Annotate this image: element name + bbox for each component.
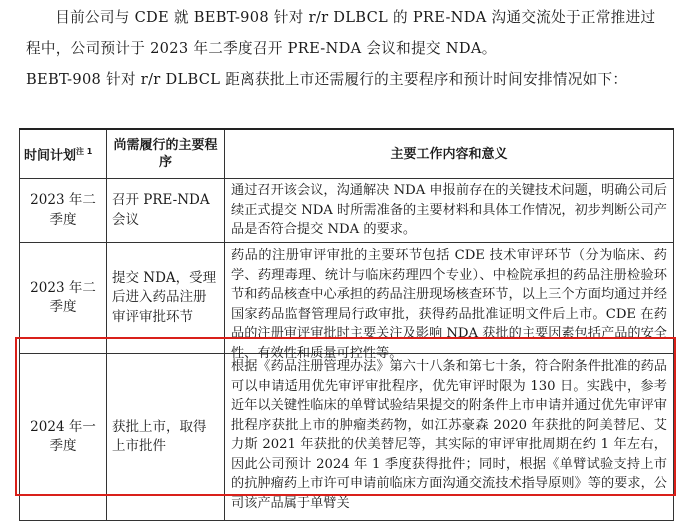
row-content: 药品的注册审评审批的主要环节包括 CDE 技术审评环节（分为临床、药学、药理毒理、统计与临床药理四个专业）、中检院承担的药品注册检验环节和药品核查中心承担的药品注册现场核查环节，以上三个方面均通过并经国家药品监督管理局行政审批，获得药品批准证明文件后上市。CDE 在药品的注册审评审批时主要关注及影响 NDA 获批的主要因素包括产品的安全性、有效性和质量可控性等。 (231, 248, 667, 361)
table-header-row (20, 129, 674, 179)
header-time-note: 注 1 (76, 147, 93, 157)
header-content: 主要工作内容和意义 (225, 129, 674, 179)
schedule-table (19, 128, 674, 521)
row-procedure: 获批上市，取得上市批件 (107, 354, 225, 521)
row-content-cell (225, 243, 674, 361)
header-procedure: 尚需履行的主要程序 (107, 129, 225, 179)
row-content: 根据《药品注册管理办法》第六十八条和第七十条，符合附条件批准的药品可以申请适用优先审评审批程序，优先审评时限为 130 日。实践中，参考近年以关键性临床的单臂试验结果提交的附条件上市申请并通过优先审评审批程序获批上市的肿瘤类药物，如江苏豪森 2020 年获批的阿美替尼、艾力斯 2021 年获批的伏美替尼等，其实际的审评审批周期在约 1 年左右，因此公司预计 2024 年 1 季度获得批件；同时，根据《单臂试验支持上市的抗肿瘤药上市许可申请前临床方面沟通交流技术指导原则》等的要求，公司该产品属于单臂关 (231, 359, 667, 511)
table-row (20, 179, 674, 243)
intro-paragraph (26, 2, 666, 95)
row-content: 通过召开该会议，沟通解决 NDA 申报前存在的关键技术问题，明确公司后续正式提交 NDA 时所需准备的主要材料和具体工作情况，初步判断公司产品是否符合提交 NDA 的要求。 (225, 179, 674, 243)
header-time (20, 129, 107, 179)
table-row (20, 243, 674, 354)
row-time: 2023 年二季度 (20, 243, 107, 354)
intro-line-2: BEBT-908 针对 r/r DLBCL 距离获批上市还需履行的主要程序和预计时间安排情况如下： (26, 71, 628, 88)
row-procedure: 提交 NDA，受理后进入药品注册审评审批环节 (107, 243, 225, 354)
header-time-label: 时间计划 (24, 148, 77, 164)
row-procedure: 召开 PRE-NDA 会议 (107, 179, 225, 243)
row-content-cell (225, 354, 674, 521)
row-time: 2023 年二季度 (20, 179, 107, 243)
intro-line-1: 目前公司与 CDE 就 BEBT-908 针对 r/r DLBCL 的 PRE-NDA 沟通交流处于正常推进过程中，公司预计于 2023 年二季度召开 PRE-NDA 会议和提交 NDA。 (26, 9, 656, 57)
row-time: 2024 年一季度 (20, 354, 107, 521)
table-row (20, 354, 674, 521)
